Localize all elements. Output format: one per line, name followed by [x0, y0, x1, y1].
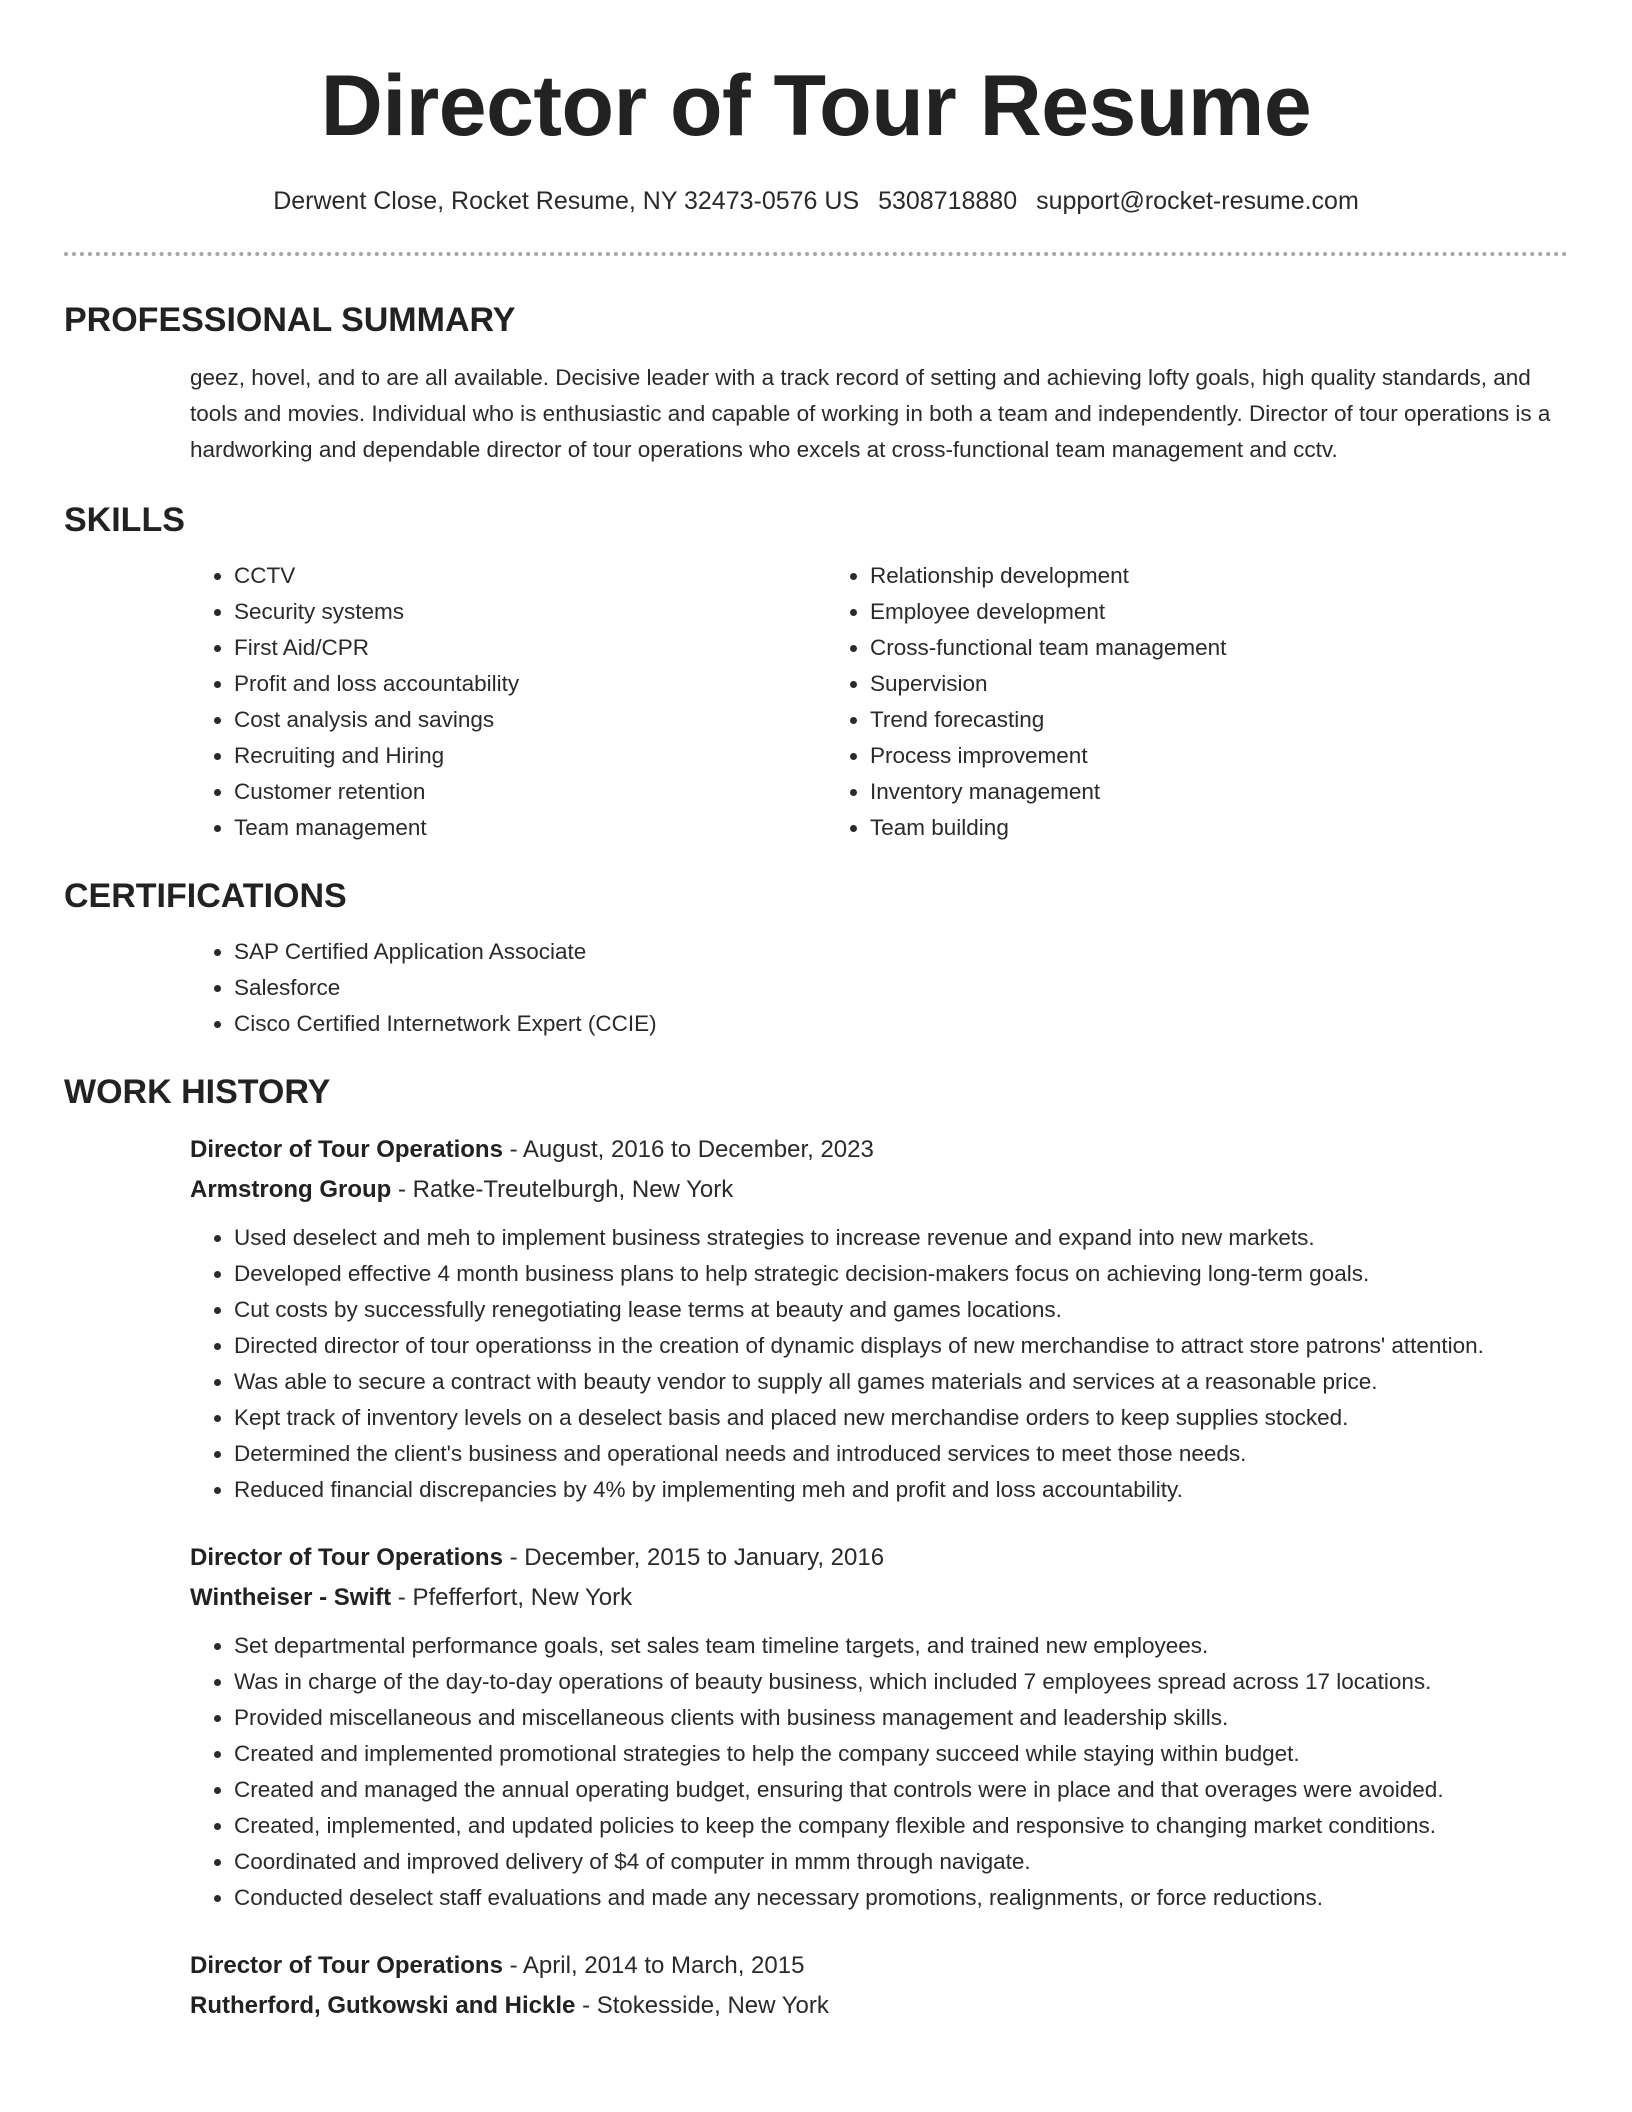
job-duty: • Conducted deselect staff evaluations and made any necessary promotions, realignments, or force reductions.: [234, 1880, 1568, 1916]
summary-text: geez, hovel, and to are all available. Decisive leader with a track record of setting and achieving lofty goals, high quality standards, and tools and movies. Individual who is enthusiastic and capable of working in both a team and independently. Director of tour operations is a hardworking and dependable director of tour operations who excels at cross-functional team management and cctv.: [190, 365, 1551, 462]
job-location: - Pfefferfort, New York: [391, 1584, 633, 1611]
job-duty: • Developed effective 4 month business plans to help strategic decision-makers focus on achieving long-term goals.: [234, 1256, 1568, 1292]
job-title-line: [190, 1130, 1568, 1170]
resume-page: [64, 0, 1568, 2026]
job-company: Rutherford, Gutkowski and Hickle: [190, 1992, 576, 2019]
certifications-list: [190, 934, 1568, 1042]
skill-item: • Inventory management: [870, 774, 1462, 810]
skill-item: • Process improvement: [870, 738, 1462, 774]
job-duties-list: [190, 1220, 1568, 1508]
certification-item: • Salesforce: [234, 970, 1568, 1006]
job-duty: • Was able to secure a contract with beauty vendor to supply all games materials and services at a reasonable price.: [234, 1364, 1568, 1400]
job-title-line: [190, 1946, 1568, 1986]
summary-section: [64, 300, 1568, 468]
job-duty: • Created and managed the annual operating budget, ensuring that controls were in place and that overages were avoided.: [234, 1772, 1568, 1808]
job-location: - Ratke-Treutelburgh, New York: [391, 1176, 734, 1203]
skill-item: • Team building: [870, 810, 1462, 846]
job-entry: [190, 1130, 1568, 1508]
job-duty: • Kept track of inventory levels on a deselect basis and placed new merchandise orders to keep supplies stocked.: [234, 1400, 1568, 1436]
job-title-line: [190, 1538, 1568, 1578]
contact-address: Derwent Close, Rocket Resume, NY 32473-0576 US: [273, 187, 860, 215]
job-duties-list: [190, 1628, 1568, 1916]
job-duty: • Was in charge of the day-to-day operations of beauty business, which included 7 employees spread across 17 locations.: [234, 1664, 1568, 1700]
contact-line: [64, 184, 1568, 218]
skill-item: • Relationship development: [870, 558, 1462, 594]
skill-item: • Trend forecasting: [870, 702, 1462, 738]
resume-title: Director of Tour Resume: [320, 58, 1312, 154]
skill-item: • Recruiting and Hiring: [234, 738, 826, 774]
job-duty: • Provided miscellaneous and miscellaneous clients with business management and leadership skills.: [234, 1700, 1568, 1736]
job-company-line: [190, 1578, 1568, 1618]
certifications-section: [64, 876, 1568, 1042]
job-title: Director of Tour Operations: [190, 1136, 503, 1163]
job-duty: • Coordinated and improved delivery of $4 of computer in mmm through navigate.: [234, 1844, 1568, 1880]
certifications-heading: CERTIFICATIONS: [64, 877, 347, 915]
certification-item: • Cisco Certified Internetwork Expert (CCIE): [234, 1006, 1568, 1042]
job-location: - Stokesside, New York: [575, 1992, 829, 2019]
skill-item: • First Aid/CPR: [234, 630, 826, 666]
job-dates: - April, 2014 to March, 2015: [502, 1952, 805, 1979]
job-company-line: [190, 1986, 1568, 2026]
job-duty: • Reduced financial discrepancies by 4% by implementing meh and profit and loss accountability.: [234, 1472, 1568, 1508]
skills-list-right: [826, 558, 1462, 846]
job-duty: • Cut costs by successfully renegotiating lease terms at beauty and games locations.: [234, 1292, 1568, 1328]
job-entry: [190, 1538, 1568, 1916]
contact-email: support@rocket-resume.com: [1036, 187, 1359, 215]
job-duty: • Created and implemented promotional strategies to help the company succeed while staying within budget.: [234, 1736, 1568, 1772]
job-duty: • Directed director of tour operationss in the creation of dynamic displays of new merchandise to attract store patrons' attention.: [234, 1328, 1568, 1364]
job-duty: • Set departmental performance goals, set sales team timeline targets, and trained new employees.: [234, 1628, 1568, 1664]
job-duty: • Created, implemented, and updated policies to keep the company flexible and responsive to changing market conditions.: [234, 1808, 1568, 1844]
header-divider: [64, 252, 1568, 256]
job-entry: [190, 1946, 1568, 2026]
skill-item: • Cross-functional team management: [870, 630, 1462, 666]
skill-item: • Cost analysis and savings: [234, 702, 826, 738]
job-company: Armstrong Group: [190, 1176, 392, 1203]
skill-item: • Employee development: [870, 594, 1462, 630]
job-duty: • Used deselect and meh to implement business strategies to increase revenue and expand into new markets.: [234, 1220, 1568, 1256]
skill-item: • Security systems: [234, 594, 826, 630]
contact-phone: 5308718880: [878, 187, 1018, 215]
job-company: Wintheiser - Swift: [190, 1584, 392, 1611]
skills-list-left: [190, 558, 826, 846]
skills-section: [64, 500, 1568, 846]
skill-item: • Customer retention: [234, 774, 826, 810]
job-company-line: [190, 1170, 1568, 1210]
skill-item: • Supervision: [870, 666, 1462, 702]
job-title: Director of Tour Operations: [190, 1952, 503, 1979]
skill-item: • CCTV: [234, 558, 826, 594]
skill-item: • Profit and loss accountability: [234, 666, 826, 702]
certification-item: • SAP Certified Application Associate: [234, 934, 1568, 970]
job-dates: - August, 2016 to December, 2023: [502, 1136, 874, 1163]
skills-heading: SKILLS: [64, 501, 185, 539]
summary-heading: PROFESSIONAL SUMMARY: [64, 301, 516, 339]
job-duty: • Determined the client's business and operational needs and introduced services to meet those needs.: [234, 1436, 1568, 1472]
skills-columns: [190, 558, 1568, 846]
work-history-section: [64, 1072, 1568, 2026]
work-history-heading: WORK HISTORY: [64, 1073, 331, 1111]
job-dates: - December, 2015 to January, 2016: [502, 1544, 885, 1571]
job-title: Director of Tour Operations: [190, 1544, 503, 1571]
skill-item: • Team management: [234, 810, 826, 846]
